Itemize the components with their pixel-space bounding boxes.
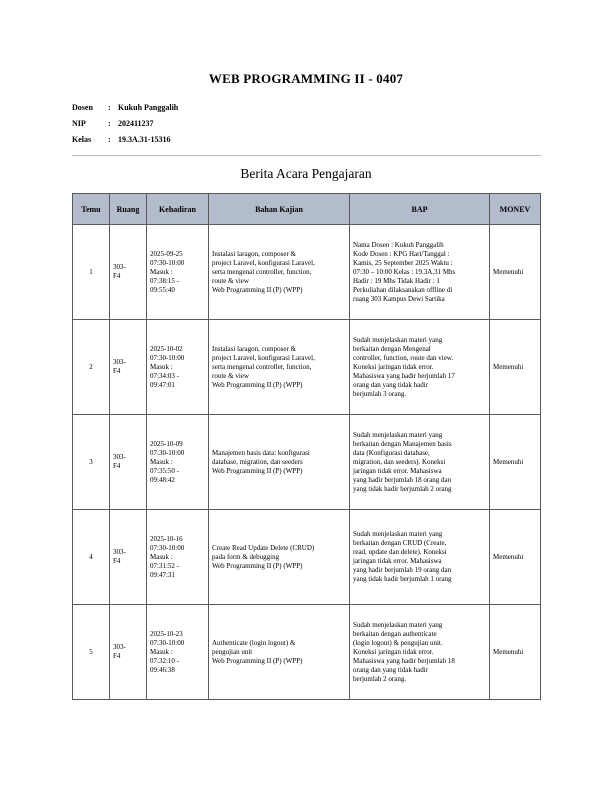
cell-kehadiran: 2025-10-09 07:30-10:00 Masuk : 07:35:50 - 09:48:42: [147, 415, 209, 510]
header-bap: BAP: [350, 194, 490, 225]
info-key: NIP: [72, 119, 86, 128]
cell-ruang: 303- F4: [110, 510, 147, 605]
cell-temu: 5: [73, 605, 110, 700]
cell-bahan-kajian: Manajemen basis data: konfigurasi database, migration, dan seeders Web Programming II (P) (WPP): [209, 415, 350, 510]
header-monev: MONEV: [490, 194, 541, 225]
header-ruang: Ruang: [110, 194, 147, 225]
cell-ruang: 303- F4: [110, 605, 147, 700]
cell-monev: Memenuhi: [490, 415, 541, 510]
cell-temu: 1: [73, 225, 110, 320]
cell-kehadiran: 2025-10-02 07:30-10:00 Masuk : 07:34:03 - 09:47:01: [147, 320, 209, 415]
cell-bahan-kajian: Authenticate (login logout) & pengujian unit Web Programming II (P) (WPP): [209, 605, 350, 700]
info-key: Dosen: [72, 103, 93, 112]
cell-bap: Sudah menjelaskan materi yang berkaitan dengan Mengenal controller, function, route dan view. Koneksi jaringan tidak error. Mahasiswa yang hadir berjumlah 17 orang dan yang tidak hadir berjumlah 3 orang.: [350, 320, 490, 415]
cell-bap: Sudah menjelaskan materi yang berkaitan dengan authenticate (login logout) & pengujian unit. Koneksi jaringan tidak error. Mahasiswa yang hadir berjumlah 18 orang dan yang tidak hadir berjumlah 2 orang.: [350, 605, 490, 700]
info-value: Kukuh Panggalih: [118, 103, 179, 112]
table-row: [73, 510, 541, 605]
info-colon: :: [108, 135, 111, 144]
table-row: [73, 225, 541, 320]
cell-ruang: 303- F4: [110, 320, 147, 415]
info-row-dosen: [72, 100, 178, 116]
info-colon: :: [108, 119, 111, 128]
table-row: [73, 320, 541, 415]
info-colon: :: [108, 103, 111, 112]
cell-bap: Sudah menjelaskan materi yang berkaitan dengan Manajemen basis data (Konfigurasi database, migration, dan seeders). Koneksi jaringan tidak error. Mahasiswa yang hadir berjumlah 18 orang dan yang tidak hadir berjumlah 2 orang: [350, 415, 490, 510]
cell-monev: Memenuhi: [490, 605, 541, 700]
page-title: WEB PROGRAMMING II - 0407: [208, 71, 404, 86]
lecturer-info: [72, 100, 178, 148]
cell-ruang: 303- F4: [110, 415, 147, 510]
header-temu: Temu: [73, 194, 110, 225]
cell-temu: 3: [73, 415, 110, 510]
cell-bap: Sudah menjelaskan materi yang berkaitan dengan CRUD (Create, read, update dan delete). Koneksi jaringan tidak error. Mahasiswa yang hadir berjumlah 19 orang dan yang tidak hadir berjumlah 1 orang: [350, 510, 490, 605]
cell-monev: Memenuhi: [490, 510, 541, 605]
info-row-nip: [72, 116, 178, 132]
info-value: 19.3A.31-15316: [118, 135, 171, 144]
cell-kehadiran: 2025-09-25 07:30-10:00 Masuk : 07:38:15 - 09:55:40: [147, 225, 209, 320]
info-row-kelas: [72, 132, 178, 148]
table-row: [73, 605, 541, 700]
cell-bahan-kajian: Instalasi laragon, composer & project Laravel, konfigurasi Laravel, serta mengenal controller, function, route & view Web Programming II (P) (WPP): [209, 320, 350, 415]
header-bahan-kajian: Bahan Kajian: [209, 194, 350, 225]
divider: [72, 155, 541, 156]
cell-ruang: 303- F4: [110, 225, 147, 320]
table-header-row: [73, 194, 541, 225]
cell-kehadiran: 2025-10-16 07:30-10:00 Masuk : 07:31:52 - 09:47:31: [147, 510, 209, 605]
info-value: 202411237: [118, 119, 154, 128]
cell-temu: 2: [73, 320, 110, 415]
info-key: Kelas: [72, 135, 92, 144]
cell-monev: Memenuhi: [490, 320, 541, 415]
cell-monev: Memenuhi: [490, 225, 541, 320]
cell-bahan-kajian: Create Read Update Delete (CRUD) pada form & debugging Web Programming II (P) (WPP): [209, 510, 350, 605]
cell-kehadiran: 2025-10-23 07:30-10:00 Masuk : 07:32:10 - 09:46:38: [147, 605, 209, 700]
section-title: Berita Acara Pengajaran: [240, 166, 372, 181]
table-row: [73, 415, 541, 510]
cell-bahan-kajian: Instalasi laragon, composer & project Laravel, konfigurasi Laravel, serta mengenal controller, function, route & view Web Programming II (P) (WPP): [209, 225, 350, 320]
bap-table: [72, 193, 541, 700]
cell-temu: 4: [73, 510, 110, 605]
cell-bap: Nama Dosen : Kukuh Panggalih Kode Dosen : KPG Hari/Tanggal : Kamis, 25 September 2025 Waktu : 07:30 – 10:00 Kelas : 19.3A.31 Mhs Hadir : 19 Mhs Tidak Hadir : 1 Perkuliahan dilaksanakan offline di ruang 303 Kampus Dewi Sartika: [350, 225, 490, 320]
header-kehadiran: Kehadiran: [147, 194, 209, 225]
